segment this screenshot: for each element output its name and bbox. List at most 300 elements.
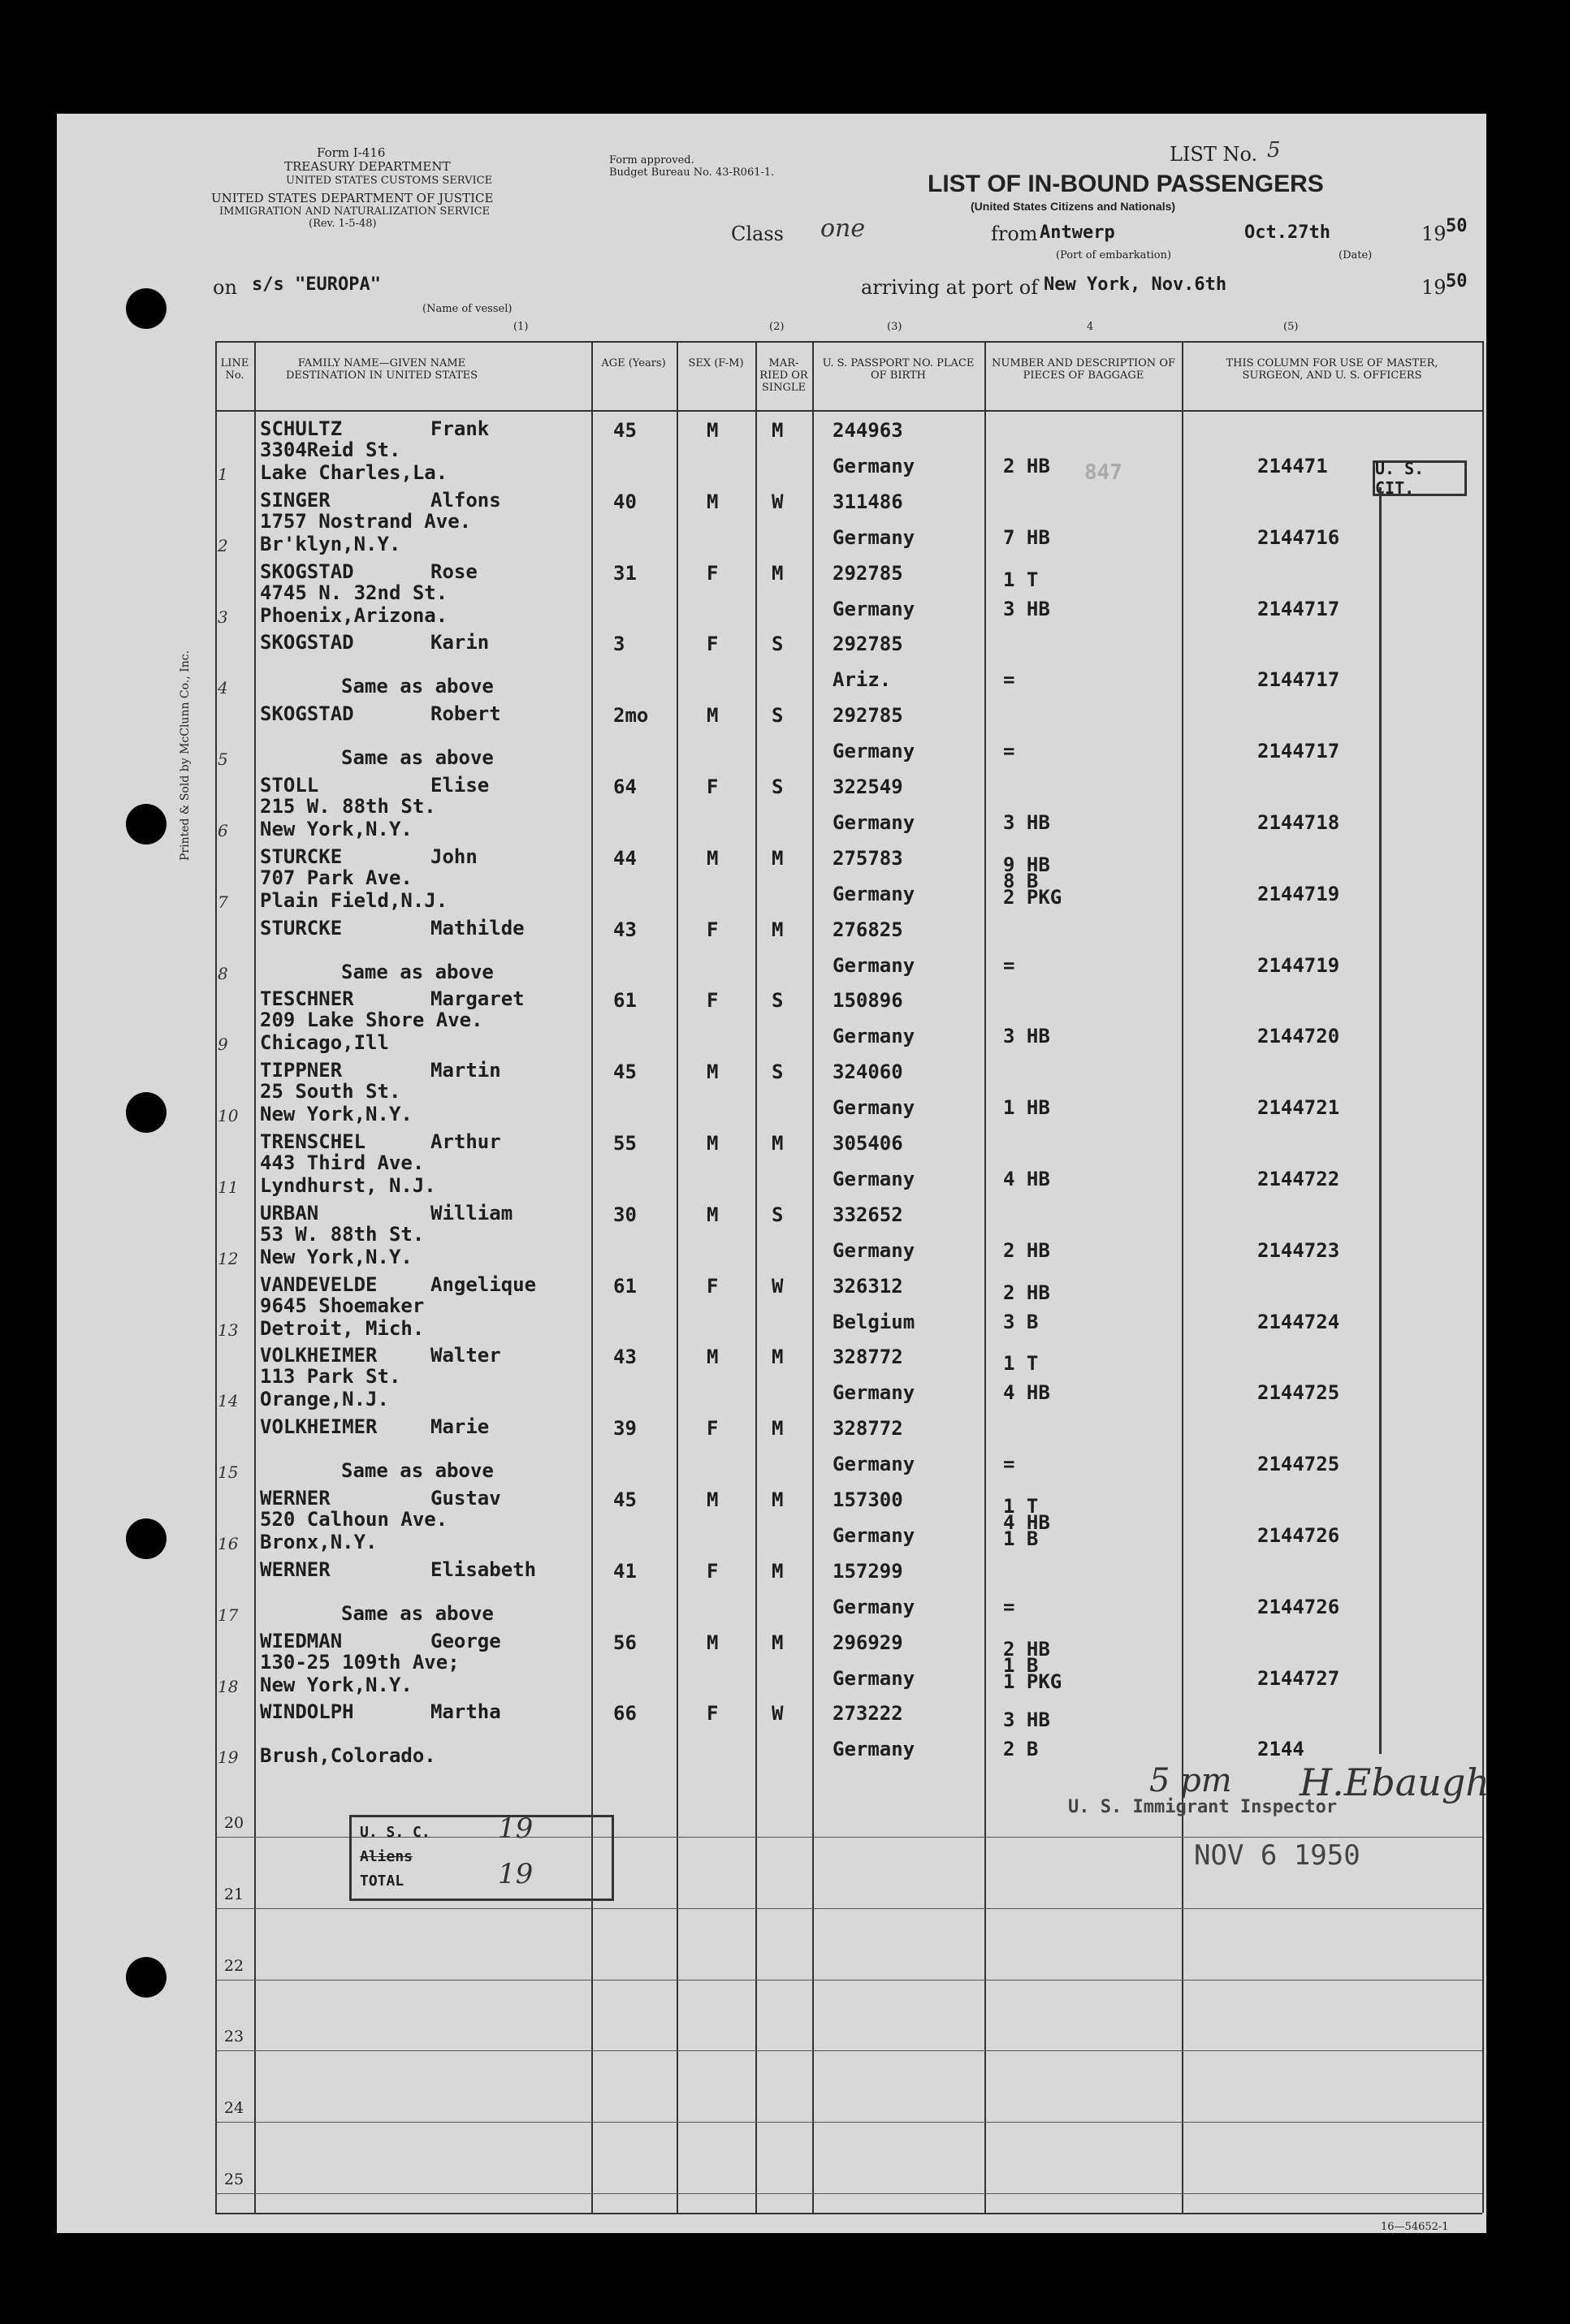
baggage-1: 1 T — [1003, 1352, 1039, 1376]
date-value: Oct.27th — [1244, 222, 1330, 243]
given-name: Martha — [430, 1700, 501, 1724]
baggage-1: 2 HB — [1003, 1637, 1050, 1661]
sex: F — [707, 1417, 719, 1441]
year-suffix: 50 — [1446, 216, 1468, 236]
given-name: Martin — [430, 1059, 501, 1082]
baggage-1: = — [1003, 953, 1015, 977]
given-name: Gustav — [430, 1487, 501, 1510]
baggage-2: 1 B — [1003, 1653, 1039, 1677]
age: 39 — [613, 1417, 637, 1441]
total-value: 19 — [498, 1858, 534, 1890]
passenger-row — [0, 414, 1570, 486]
age: 56 — [613, 1631, 637, 1654]
baggage-2: 8 B — [1003, 869, 1039, 892]
passport-number: 326312 — [833, 1274, 903, 1298]
birth-place: Germany — [833, 597, 915, 620]
passport-number: 322549 — [833, 775, 903, 798]
address-line-1: 113 Park St. — [260, 1365, 401, 1389]
family-name: SKOGSTAD — [260, 559, 354, 583]
given-name: Karin — [430, 631, 490, 654]
sex: F — [707, 1702, 719, 1726]
line-number: 3 — [218, 607, 228, 627]
officer-code: 2144724 — [1257, 1310, 1340, 1333]
officer-code: 2144719 — [1257, 882, 1340, 905]
line-number: 14 — [218, 1391, 239, 1411]
officer-code: 2144723 — [1257, 1238, 1340, 1262]
passenger-row — [0, 771, 1570, 842]
usc-label: U. S. C. — [360, 1824, 430, 1841]
address-line-2: New York,N.Y. — [260, 818, 413, 840]
address-line-1: 1757 Nostrand Ave. — [260, 509, 472, 533]
address-line-1: 520 Calhoun Ave. — [260, 1508, 448, 1531]
baggage-1: 1 T — [1003, 1495, 1039, 1518]
family-name: SINGER — [260, 488, 331, 512]
passport-number: 328772 — [833, 1346, 903, 1369]
officer-code: 2144727 — [1257, 1666, 1340, 1690]
given-name: Rose — [430, 559, 478, 583]
sex: M — [707, 846, 719, 870]
officer-code: 2144718 — [1257, 811, 1340, 834]
line-number: 9 — [218, 1035, 228, 1055]
line-number: 6 — [218, 821, 228, 840]
family-name: TRENSCHEL — [260, 1130, 366, 1153]
line-number: 20 — [223, 1813, 244, 1832]
address-line-2: Plain Field,N.J. — [260, 888, 448, 912]
family-name: STOLL — [260, 774, 319, 797]
given-name: Angelique — [430, 1272, 537, 1296]
marital-status: W — [772, 1274, 784, 1298]
age: 41 — [613, 1559, 637, 1583]
colnum-3: (3) — [887, 321, 902, 333]
family-name: WERNER — [260, 1557, 331, 1581]
age: 61 — [613, 1274, 637, 1298]
age: 30 — [613, 1203, 637, 1226]
officer-code: 2144721 — [1257, 1096, 1340, 1120]
col-header-officers: THIS COLUMN FOR USE OF MASTER, SURGEON, AND U. S. OFFICERS — [1226, 357, 1438, 382]
table-bottom-border — [215, 2213, 1482, 2214]
officer-code: 2144726 — [1257, 1595, 1340, 1618]
birth-place: Ariz. — [833, 668, 892, 692]
line-number: 18 — [218, 1676, 239, 1696]
given-name: Arthur — [430, 1130, 501, 1153]
baggage-1: 2 HB — [1003, 1238, 1050, 1262]
given-name: Margaret — [430, 987, 525, 1011]
given-name: Alfons — [430, 488, 501, 512]
passport-number: 273222 — [833, 1702, 903, 1726]
baggage-1: 7 HB — [1003, 525, 1050, 549]
age: 31 — [613, 561, 637, 585]
line-number: 23 — [223, 2028, 244, 2046]
officer-code: 2144722 — [1257, 1168, 1340, 1190]
inspection-date: NOV 6 1950 — [1194, 1839, 1360, 1872]
line-number: 10 — [218, 1106, 239, 1126]
family-name: WERNER — [260, 1487, 331, 1510]
line-number: 24 — [223, 2099, 244, 2118]
passport-number: 157300 — [833, 1488, 903, 1511]
vessel-name: s/s "EUROPA" — [252, 274, 381, 295]
row-border — [215, 2193, 1482, 2194]
baggage-3: 1 PKG — [1003, 1670, 1062, 1693]
officer-code: 2144 — [1257, 1738, 1304, 1761]
given-name: Robert — [430, 702, 501, 726]
marital-status: M — [772, 1631, 784, 1654]
officer-code: 2144725 — [1257, 1453, 1340, 1476]
birth-place: Germany — [833, 1238, 915, 1262]
sex: M — [707, 1060, 719, 1084]
birth-place: Belgium — [833, 1310, 915, 1333]
form-approved: Form approved. — [609, 154, 694, 166]
baggage-1: = — [1003, 740, 1015, 763]
sex: F — [707, 775, 719, 798]
age: 43 — [613, 1346, 637, 1369]
passport-number: 150896 — [833, 989, 903, 1013]
passport-number: 276825 — [833, 918, 903, 941]
age: 43 — [613, 918, 637, 941]
list-label: LIST No. — [1170, 143, 1258, 166]
total-label: TOTAL — [360, 1873, 404, 1890]
table-header-border — [215, 410, 1482, 412]
baggage-1: 4 HB — [1003, 1168, 1050, 1190]
age: 45 — [613, 1060, 637, 1084]
footer-code: 16—54652-1 — [1381, 2221, 1449, 2233]
marital-status: S — [772, 1060, 784, 1084]
address-line-2: Same as above — [341, 675, 494, 698]
binder-hole — [126, 288, 167, 329]
address-line-1: 130-25 109th Ave; — [260, 1650, 460, 1674]
address-line-1: 25 South St. — [260, 1080, 401, 1104]
family-name: WINDOLPH — [260, 1700, 354, 1724]
class-value: one — [820, 214, 866, 243]
marital-status: M — [772, 419, 784, 442]
given-name: John — [430, 845, 478, 868]
family-name: SKOGSTAD — [260, 631, 354, 654]
family-name: WIEDMAN — [260, 1629, 343, 1652]
given-name: William — [430, 1201, 513, 1225]
age: 55 — [613, 1132, 637, 1155]
marital-status: M — [772, 561, 784, 585]
marital-status: W — [772, 490, 784, 513]
age: 66 — [613, 1702, 637, 1726]
faint-847: 847 — [1084, 460, 1122, 485]
passenger-row — [0, 486, 1570, 557]
passenger-row — [0, 1484, 1570, 1555]
passenger-row — [0, 1697, 1570, 1769]
address-line-1: 3304Reid St. — [260, 438, 401, 461]
baggage-1: 3 HB — [1003, 1708, 1050, 1732]
address-line-2: Brush,Colorado. — [260, 1744, 436, 1768]
age: 2mo — [613, 704, 649, 728]
baggage-1: 3 HB — [1003, 811, 1050, 834]
passenger-row — [0, 1412, 1570, 1484]
family-name: VOLKHEIMER — [260, 1415, 378, 1439]
line-number: 2 — [218, 535, 228, 555]
passport-number: 292785 — [833, 704, 903, 728]
passport-number: 305406 — [833, 1132, 903, 1155]
us-cit-label: U. S. CIT. — [1375, 459, 1425, 498]
address-line-2: Detroit, Mich. — [260, 1316, 425, 1340]
list-number: 5 — [1267, 138, 1281, 162]
colnum-2: (2) — [769, 321, 785, 333]
line-number: 7 — [218, 892, 228, 912]
arr-year-prefix: 19 — [1421, 276, 1447, 299]
baggage-1: = — [1003, 668, 1015, 692]
family-name: VANDEVELDE — [260, 1272, 378, 1296]
date-caption: (Date) — [1339, 249, 1373, 261]
address-line-2: Same as above — [341, 1459, 494, 1483]
on-label: on — [213, 276, 237, 299]
family-name: TESCHNER — [260, 987, 354, 1011]
baggage-3: 1 B — [1003, 1527, 1039, 1550]
embark-caption: (Port of embarkation) — [1056, 249, 1172, 261]
birth-place: Germany — [833, 525, 915, 549]
baggage-2: 3 HB — [1003, 597, 1050, 620]
family-name: VOLKHEIMER — [260, 1344, 378, 1367]
marital-status: M — [772, 1559, 784, 1583]
address-line-2: Br'klyn,N.Y. — [260, 532, 401, 555]
address-line-2: New York,N.Y. — [260, 1245, 413, 1268]
age: 64 — [613, 775, 637, 798]
address-line-1: 9645 Shoemaker — [260, 1294, 425, 1317]
given-name: Walter — [430, 1344, 501, 1367]
passport-number: 292785 — [833, 561, 903, 585]
family-name: SCHULTZ — [260, 417, 343, 440]
birth-place: Germany — [833, 1595, 915, 1618]
birth-place: Germany — [833, 455, 915, 477]
baggage-2: 2 B — [1003, 1738, 1039, 1761]
line-number: 25 — [223, 2170, 244, 2188]
empty-row — [0, 1983, 1570, 2054]
given-name: George — [430, 1629, 501, 1652]
form-number: Form I-416 — [317, 145, 386, 160]
marital-status: S — [772, 633, 784, 656]
officer-code: 2144717 — [1257, 740, 1340, 763]
baggage-1: 2 HB — [1003, 455, 1050, 477]
officer-code: 2144717 — [1257, 597, 1340, 620]
given-name: Frank — [430, 417, 490, 440]
class-label: Class — [731, 222, 784, 245]
address-line-2: Lyndhurst, N.J. — [260, 1174, 436, 1197]
officer-code: 2144716 — [1257, 525, 1340, 549]
row-border — [215, 1908, 1482, 1909]
baggage-1: 3 HB — [1003, 1025, 1050, 1048]
line-number: 15 — [218, 1462, 239, 1483]
address-line-2: Phoenix,Arizona. — [260, 603, 448, 627]
passport-number: 157299 — [833, 1559, 903, 1583]
sex: F — [707, 918, 719, 941]
birth-place: Germany — [833, 1453, 915, 1476]
arriving-label: arriving at port of — [861, 276, 1039, 299]
line-number: 13 — [218, 1320, 239, 1340]
aliens-label: Aliens — [360, 1848, 413, 1865]
baggage-3: 2 PKG — [1003, 885, 1062, 909]
arriving-value: New York, Nov.6th — [1044, 274, 1227, 295]
address-line-2: Lake Charles,La. — [260, 461, 448, 484]
address-line-2: Same as above — [341, 746, 494, 770]
address-line-2: Orange,N.J. — [260, 1388, 389, 1411]
address-line-2: Chicago,Ill — [260, 1031, 389, 1055]
address-line-1: 53 W. 88th St. — [260, 1222, 425, 1246]
line-number: 22 — [223, 1956, 244, 1975]
passenger-row — [0, 914, 1570, 985]
birth-place: Germany — [833, 882, 915, 905]
birth-place: Germany — [833, 1096, 915, 1120]
baggage-2: 3 B — [1003, 1310, 1039, 1333]
given-name: Elise — [430, 774, 490, 797]
given-name: Mathilde — [430, 916, 525, 940]
line-number: 17 — [218, 1605, 239, 1625]
col-header-passport: U. S. PASSPORT NO. PLACE OF BIRTH — [822, 357, 975, 382]
baggage-2: 4 HB — [1003, 1511, 1050, 1534]
address-line-2: Same as above — [341, 1601, 494, 1625]
line-number: 5 — [218, 749, 228, 770]
baggage-1: = — [1003, 1453, 1015, 1476]
marital-status: S — [772, 775, 784, 798]
marital-status: W — [772, 1702, 784, 1726]
sex: M — [707, 704, 719, 728]
sex: F — [707, 561, 719, 585]
colnum-5: (5) — [1283, 321, 1299, 333]
marital-status: M — [772, 1132, 784, 1155]
address-line-2: New York,N.Y. — [260, 1103, 413, 1126]
from-value: Antwerp — [1040, 222, 1115, 243]
officer-code: 2144719 — [1257, 953, 1340, 977]
line-number: 1 — [218, 464, 228, 484]
row-border — [215, 2122, 1482, 2123]
age: 44 — [613, 846, 637, 870]
budget-bureau: Budget Bureau No. 43-R061-1. — [609, 166, 775, 179]
col-header-married: MAR-RIED OR SINGLE — [759, 357, 808, 394]
marital-status: S — [772, 704, 784, 728]
col-header-age: AGE (Years) — [601, 357, 666, 369]
age: 61 — [613, 989, 637, 1013]
officer-code: 2144725 — [1257, 1381, 1340, 1405]
sex: M — [707, 1631, 719, 1654]
baggage-1: 2 HB — [1003, 1281, 1050, 1304]
col-header-line: LINE No. — [220, 357, 249, 382]
birth-place: Germany — [833, 811, 915, 834]
sex: M — [707, 1488, 719, 1511]
age: 45 — [613, 419, 637, 442]
birth-place: Germany — [833, 1738, 915, 1761]
address-line-1: 215 W. 88th St. — [260, 795, 436, 818]
from-label: from — [991, 222, 1038, 245]
passenger-row — [0, 1199, 1570, 1270]
sex: M — [707, 419, 719, 442]
passenger-row — [0, 699, 1570, 771]
line-number: 21 — [223, 1885, 244, 1903]
passport-number: 311486 — [833, 490, 903, 513]
age: 40 — [613, 490, 637, 513]
marital-status: M — [772, 1417, 784, 1441]
family-name: STURCKE — [260, 845, 343, 868]
empty-row — [0, 2125, 1570, 2197]
passport-number: 275783 — [833, 846, 903, 870]
passenger-row — [0, 842, 1570, 914]
marital-status: S — [772, 989, 784, 1013]
line-number: 4 — [218, 678, 228, 698]
passport-number: 328772 — [833, 1417, 903, 1441]
passenger-row — [0, 1127, 1570, 1199]
address-line-1: 707 Park Ave. — [260, 866, 413, 889]
inspector-signature: H.Ebaugh — [1300, 1760, 1490, 1804]
usc-value: 19 — [498, 1812, 534, 1845]
marital-status: M — [772, 1488, 784, 1511]
passenger-row — [0, 1626, 1570, 1698]
table-top-border — [215, 341, 1482, 343]
birth-place: Germany — [833, 1381, 915, 1405]
officer-code: 2144717 — [1257, 668, 1340, 692]
justice-dept: UNITED STATES DEPARTMENT OF JUSTICE — [211, 191, 494, 205]
family-name: STURCKE — [260, 916, 343, 940]
col-header-sex: SEX (F-M) — [688, 357, 744, 369]
sex: M — [707, 1132, 719, 1155]
baggage-1: 1 T — [1003, 568, 1039, 591]
baggage-1: = — [1003, 1595, 1015, 1618]
customs-service: UNITED STATES CUSTOMS SERVICE — [286, 175, 493, 187]
given-name: Marie — [430, 1415, 490, 1439]
birth-place: Germany — [833, 1168, 915, 1190]
birth-place: Germany — [833, 1524, 915, 1547]
address-line-1: 4745 N. 32nd St. — [260, 581, 448, 604]
sex: F — [707, 1559, 719, 1583]
officer-code: 2144726 — [1257, 1524, 1340, 1547]
arr-year-suffix: 50 — [1446, 271, 1468, 292]
baggage-2: 4 HB — [1003, 1381, 1050, 1405]
marital-status: M — [772, 846, 784, 870]
inspector-title: U. S. Immigrant Inspector — [1068, 1797, 1338, 1817]
sex: F — [707, 1274, 719, 1298]
line-number: 11 — [218, 1177, 239, 1197]
marital-status: S — [772, 1203, 784, 1226]
officer-code: 2144720 — [1257, 1025, 1340, 1048]
age: 45 — [613, 1488, 637, 1511]
col-header-baggage: NUMBER AND DESCRIPTION OF PIECES OF BAGGAGE — [991, 357, 1175, 382]
year-prefix: 19 — [1421, 222, 1447, 245]
address-line-2: Bronx,N.Y. — [260, 1531, 378, 1553]
line-number: 19 — [218, 1747, 239, 1768]
inspector-check-line — [1379, 487, 1382, 1754]
family-name: SKOGSTAD — [260, 702, 354, 726]
totals-stamp — [349, 1812, 614, 1901]
empty-row — [0, 2054, 1570, 2125]
baggage-1: 1 HB — [1003, 1096, 1050, 1120]
row-border — [215, 2050, 1482, 2051]
page-title: LIST OF IN-BOUND PASSENGERS — [928, 171, 1324, 197]
sex: M — [707, 1203, 719, 1226]
passenger-row — [0, 1555, 1570, 1626]
birth-place: Germany — [833, 740, 915, 763]
marital-status: M — [772, 1346, 784, 1369]
passenger-row — [0, 984, 1570, 1056]
col-header-name: FAMILY NAME—GIVEN NAME DESTINATION IN UNITED STATES — [285, 357, 478, 382]
sex: F — [707, 989, 719, 1013]
row-border — [215, 1980, 1482, 1981]
ins-service: IMMIGRATION AND NATURALIZATION SERVICE — [219, 205, 491, 218]
address-line-2: Same as above — [341, 960, 494, 983]
passenger-row — [0, 1270, 1570, 1341]
vessel-caption: (Name of vessel) — [422, 303, 513, 315]
passport-number: 324060 — [833, 1060, 903, 1084]
arrival-time: 5 pm — [1149, 1762, 1232, 1799]
passport-number: 332652 — [833, 1203, 903, 1226]
family-name: TIPPNER — [260, 1059, 343, 1082]
address-line-1: 443 Third Ave. — [260, 1151, 425, 1174]
address-line-1: 209 Lake Shore Ave. — [260, 1009, 483, 1032]
line-number: 12 — [218, 1248, 239, 1268]
address-line-2: New York,N.Y. — [260, 1673, 413, 1696]
colnum-1: (1) — [513, 321, 529, 333]
passenger-row — [0, 1056, 1570, 1127]
